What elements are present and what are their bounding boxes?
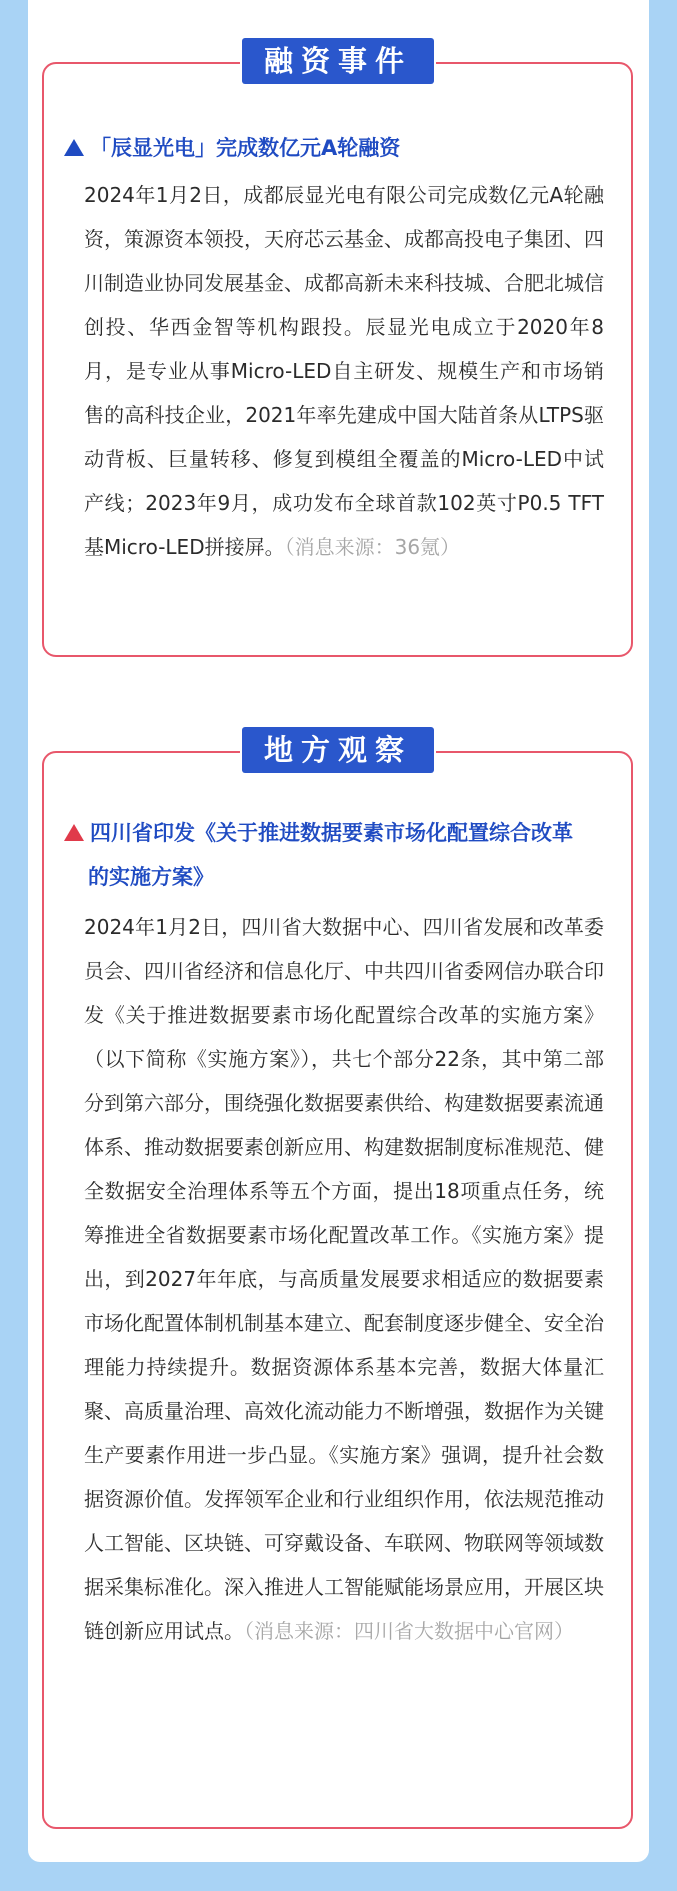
triangle-icon <box>64 824 84 841</box>
financing-paragraph <box>84 173 604 569</box>
financing-text: 2024年1月2日，成都辰显光电有限公司完成数亿元A轮融资，策源资本领投，天府芯云基金、成都高投电子集团、四川制造业协同发展基金、成都高新未来科技城、合肥北城信创投、华西金智等机构跟投。辰显光电成立于2020年8月，是专业从事Micro-LED自主研发、规模生产和市场销售的高科技企业，2021年率先建成中国大陆首条从LTPS驱动背板、巨量转移、修复到模组全覆盖的Micro-LED中试产线；2023年9月，成功发布全球首款102英寸P0.5 TFT基Micro-LED拼接屏。 <box>84 183 604 559</box>
financing-headline <box>64 126 612 170</box>
local-source: （消息来源：四川省大数据中心官网） <box>244 1619 574 1643</box>
local-observation-badge: 地方观察 <box>242 727 434 773</box>
local-text: 2024年1月2日，四川省大数据中心、四川省发展和改革委员会、四川省经济和信息化厅、中共四川省委网信办联合印发《关于推进数据要素市场化配置综合改革的实施方案》（以下简称《实施方案》），共七个部分22条，其中第二部分到第六部分，围绕强化数据要素供给、构建数据要素流通体系、推动数据要素创新应用、构建数据制度标准规范、健全数据安全治理体系等五个方面，提出18项重点任务，统筹推进全省数据要素市场化配置改革工作。《实施方案》提出，到2027年年底，与高质量发展要求相适应的数据要素市场化配置体制机制基本建立、配套制度逐步健全、安全治理能力持续提升。数据资源体系基本完善，数据大体量汇聚、高质量治理、高效化流动能力不断增强，数据作为关键生产要素作用进一步凸显。《实施方案》强调，提升社会数据资源价值。发挥领军企业和行业组织作用，依法规范推动人工智能、区块链、可穿戴设备、车联网、物联网等领域数据采集标准化。深入推进人工智能赋能场景应用，开展区块链创新应用试点。 <box>84 915 604 1643</box>
financing-headline-text: 「辰显光电」完成数亿元A轮融资 <box>90 136 401 160</box>
local-headline-line2: 的实施方案》 <box>88 865 214 889</box>
local-headline-line1: 四川省印发《关于推进数据要素市场化配置综合改革 <box>90 821 573 845</box>
financing-source: （消息来源：36氪） <box>284 535 461 559</box>
triangle-icon <box>64 139 84 156</box>
local-observation-paragraph <box>84 905 604 1653</box>
financing-badge: 融资事件 <box>242 38 434 84</box>
local-observation-headline <box>64 811 612 899</box>
